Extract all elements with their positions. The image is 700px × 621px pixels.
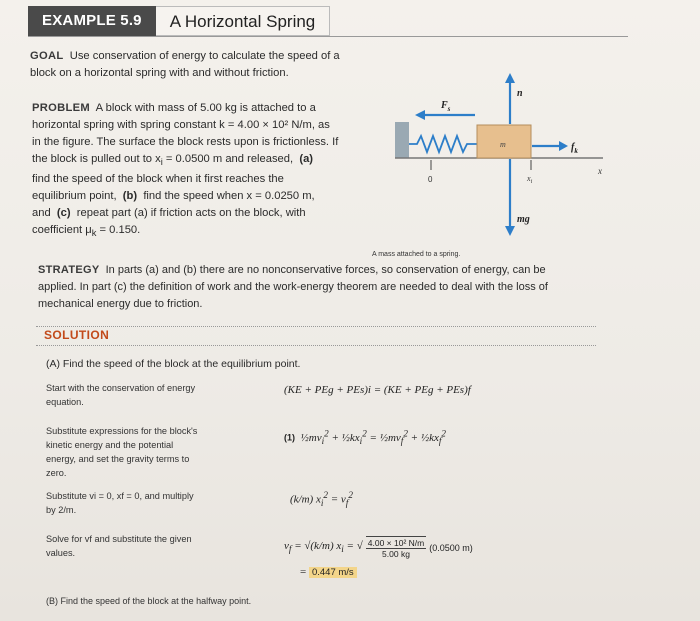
problem-line4a: the block is pulled out to x <box>32 153 161 165</box>
normal-force-arrowhead <box>505 73 515 83</box>
problem-xi-sub: i <box>160 157 163 168</box>
problem-part-b-marker: (b) <box>122 190 138 203</box>
step4-line2: values. <box>46 548 76 558</box>
step2-line1: Substitute expressions for the block's <box>46 426 198 436</box>
goal-paragraph <box>30 48 340 82</box>
energy-expression-equation: (1) $\frac{1}{2}mv_i^2$ + $\frac{1}{2}kx_i^2$ = $\frac{1}{2}mv_f^2$ + $\frac{1}{2}kx_f^2$ <box>284 428 446 446</box>
strategy-label: STRATEGY <box>38 264 100 276</box>
origin-label: 0 <box>428 175 433 184</box>
strategy-line3: mechanical energy due to friction. <box>38 298 203 310</box>
fraction <box>366 536 426 559</box>
example-title: A Horizontal Spring <box>156 6 331 36</box>
friction-force-label: $f_k$ <box>571 142 578 155</box>
displacement-value: (0.0500 m) <box>429 542 473 553</box>
energy-conservation-equation: (KE + PEg + PEs)i = (KE + PEg + PEs)f <box>284 384 471 396</box>
problem-line5: find the speed of the block when it first reaches the <box>32 173 284 186</box>
solution-bottom-divider <box>36 345 596 346</box>
goal-text-line1: Use conservation of energy to calculate the speed of a <box>69 50 340 62</box>
problem-label: PROBLEM <box>32 102 91 114</box>
step2-line2: kinetic energy and the potential <box>46 440 174 450</box>
problem-line7c: repeat part (a) if friction acts on the block, with <box>76 207 306 220</box>
problem-line1: A block with mass of 5.00 kg is attached to a <box>95 102 316 114</box>
speed-result: = 0.447 m/s <box>300 566 357 578</box>
step3-text <box>46 489 194 517</box>
problem-line8c: = 0.150. <box>96 224 141 237</box>
solution-header: SOLUTION <box>44 328 110 342</box>
example-header <box>28 6 330 36</box>
spring <box>409 136 477 152</box>
problem-part-a-marker: (a) <box>299 153 314 165</box>
equation-number: (1) <box>284 432 295 443</box>
friction-force-arrowhead <box>559 141 568 151</box>
step2-line4: zero. <box>46 468 67 478</box>
header-rule <box>28 36 628 37</box>
problem-line8a: coefficient μ <box>32 224 92 237</box>
weight-arrowhead <box>505 226 515 236</box>
part-b-heading: (B) Find the speed of the block at the halfway point. <box>46 596 252 606</box>
step3-line1: Substitute vi = 0, xf = 0, and multiply <box>46 491 194 501</box>
spring-block-figure <box>393 70 613 260</box>
problem-paragraph <box>32 100 338 242</box>
goal-label: GOAL <box>30 50 64 62</box>
problem-part-c-marker: (c) <box>56 207 71 220</box>
xi-label: $x_i$ <box>527 174 533 185</box>
step2-text <box>46 424 197 480</box>
step2-line3: energy, and set the gravity terms to <box>46 454 190 464</box>
block-mass-label: m <box>500 140 506 149</box>
step4-text <box>46 532 192 560</box>
fraction-numerator: 4.00 × 10² N/m <box>367 538 425 548</box>
figure-caption: A mass attached to a spring. <box>372 251 461 258</box>
problem-mu-sub: k <box>91 228 97 239</box>
spring-force-arrowhead <box>415 110 425 120</box>
weight-label: mg <box>517 214 530 225</box>
speed-solution-equation: $v_f = √(k/m) x_i$ = √ $\frac{\text{4.00 × 10² N/m}}{5.00 kg}$ (0.0500 m) <box>284 538 473 559</box>
strategy-line2: applied. In part (c) the definition of work and the work-energy theorem are needed to deal with the loss of <box>38 281 548 293</box>
strategy-paragraph <box>38 262 548 313</box>
problem-line3: in the figure. The surface the block rests upon is frictionless. If <box>32 136 339 148</box>
solution-top-divider <box>36 326 596 327</box>
goal-text-line2: block on a horizontal spring with and without friction. <box>30 67 289 79</box>
step1-line2: equation. <box>46 397 84 407</box>
problem-line2: horizontal spring with spring constant k = 4.00 × 10² N/m, as <box>32 119 330 131</box>
problem-line6a: equilibrium point, <box>32 190 117 203</box>
step4-line1: Solve for vf and substitute the given <box>46 534 192 544</box>
step1-line1: Start with the conservation of energy <box>46 383 196 393</box>
step3-line2: by 2/m. <box>46 505 77 515</box>
step1-text <box>46 381 195 409</box>
part-a-heading: (A) Find the speed of the block at the equilibrium point. <box>46 358 301 370</box>
problem-line4c: = 0.0500 m and released, <box>162 153 294 165</box>
example-number-badge: EXAMPLE 5.9 <box>28 6 156 36</box>
strategy-line1: In parts (a) and (b) there are no nonconservative forces, so conservation of energy, can be <box>105 264 546 276</box>
normal-force-label: n <box>517 88 523 99</box>
wall <box>395 122 409 158</box>
problem-line7a: and <box>32 207 51 220</box>
spring-force-label: $F_s$ <box>441 100 451 113</box>
x-axis-label: x <box>598 166 602 176</box>
speed-result-value: 0.447 m/s <box>309 567 357 578</box>
fraction-denominator: 5.00 kg <box>382 549 410 559</box>
simplified-equation: (k/m) $x_i^2 = v_f^2$ <box>290 490 353 508</box>
problem-line6c: find the speed when x = 0.0250 m, <box>143 190 315 203</box>
